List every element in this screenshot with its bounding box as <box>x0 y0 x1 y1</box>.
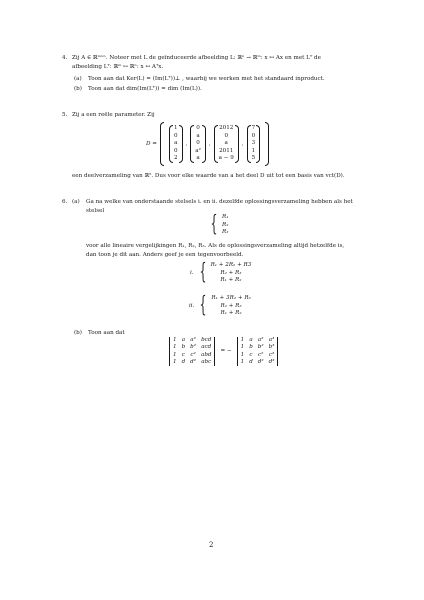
vector-3 <box>214 125 239 163</box>
det-entry: 1 <box>240 337 245 343</box>
system-row: R₂ <box>222 221 229 228</box>
q4-intro-line2: afbeelding Lᵀ: ℝᵐ ↦ ℝⁿ: x ↦ Aᵀx. <box>72 64 164 70</box>
det-entry: c³ <box>268 351 275 358</box>
vector-entry: a <box>224 140 228 147</box>
det-entry: c² <box>258 351 264 358</box>
det-entry: a <box>249 337 253 343</box>
vector-entry: 0 <box>173 132 178 139</box>
vector-entry: 1 <box>251 147 256 154</box>
system-brace: { <box>199 260 207 286</box>
system-row: R₂ + R₃ <box>220 269 242 276</box>
det-entry: 1 <box>240 358 245 365</box>
det-entry: b² <box>190 344 196 351</box>
system-ii <box>189 295 251 318</box>
det-entry: b <box>181 344 186 351</box>
det-left-matrix <box>173 337 211 366</box>
vector-entry: a <box>196 132 200 139</box>
q5-set-name: D = <box>146 140 157 147</box>
q5-number: 5. <box>62 112 68 118</box>
q4-number: 4. <box>62 55 68 61</box>
q4a-label: (a) <box>74 76 82 82</box>
det-entry: 1 <box>173 358 177 365</box>
vector-entry: 2 <box>173 155 178 162</box>
q6a-mid-line2: dan toon je dit aan. Anders geef je een tegenvoorbeeld. <box>86 252 244 258</box>
system-row: R₁ <box>222 214 229 220</box>
q4b-label: (b) <box>74 86 82 92</box>
det-entry: abc <box>201 358 212 365</box>
det-entry: c² <box>190 351 196 358</box>
vector-entry: 3 <box>251 140 256 147</box>
system-row: R₁ + 3R₂ + R₃ <box>211 295 251 301</box>
comma: , <box>208 140 211 147</box>
det-right-matrix <box>241 337 275 366</box>
q6a-line2: stelsel <box>86 208 105 214</box>
vector-entry: a <box>196 155 200 162</box>
det-entry: a³ <box>268 337 275 343</box>
det-entry: 1 <box>173 344 177 351</box>
det-entry: a² <box>190 337 196 343</box>
vector-entry: 1 <box>173 125 178 132</box>
system-brace: { <box>210 212 218 238</box>
vector-entry: 7 <box>251 125 256 132</box>
q5-set-D <box>146 122 269 166</box>
system-row: R₁ + R₂ <box>220 310 242 317</box>
system-row: R₃ <box>222 229 229 236</box>
system-row: R₂ + R₃ <box>220 302 242 309</box>
det-entry: bcd <box>201 337 212 343</box>
det-bar <box>277 337 278 366</box>
det-entry: d <box>249 358 253 365</box>
q4b-text: Toon aan dat dim(Im(Lᵀ)) = dim (Im(L)). <box>88 86 202 92</box>
det-entry: abd <box>200 351 212 358</box>
vector-entry: a − 9 <box>218 155 234 162</box>
vector-entry: 2012 <box>219 125 234 132</box>
q6a-line1: Ga na welke van onderstaande stelsels i. en ii. dezelfde oplossingsverzameling hebben als het <box>86 199 353 205</box>
q4a-text: Toon aan dat Ker(L) = (Im(Lᵀ))⊥ , waarbij we werken met het standaard inproduct. <box>88 76 325 82</box>
vector-4 <box>247 125 261 163</box>
det-entry: a <box>181 337 186 343</box>
system-row: R₁ + R₂ <box>220 277 242 284</box>
comma: , <box>185 140 188 147</box>
vector-entry: 0 <box>196 125 200 132</box>
vector-entry: 0 <box>196 140 200 147</box>
det-entry: 1 <box>173 337 177 343</box>
det-entry: a² <box>257 337 264 343</box>
det-entry: d <box>181 358 186 365</box>
equals-minus: = − <box>220 348 232 355</box>
base-system <box>207 214 228 237</box>
vector-1 <box>169 125 183 163</box>
system-row: R₁ + 2R₂ + R3 <box>210 262 252 268</box>
set-open-brace <box>160 122 164 166</box>
det-entry: 1 <box>240 351 245 358</box>
vector-entry: 2011 <box>219 147 234 154</box>
vector-entry: 0 <box>251 132 256 139</box>
comma: , <box>241 140 244 147</box>
det-entry: b³ <box>268 344 275 351</box>
q4-intro-line1: Zij A ∈ ℝᵐˣⁿ. Noteer met L de geïnduceerde afbeelding L: ℝⁿ → ℝᵐ: x ↦ Ax en met Lᵀ de <box>72 55 321 61</box>
det-entry: 1 <box>240 344 245 351</box>
det-entry: 1 <box>173 351 177 358</box>
det-bar <box>237 337 238 366</box>
det-entry: b² <box>257 344 264 351</box>
page-number: 2 <box>209 541 214 549</box>
vector-entry: a <box>174 140 178 147</box>
det-entry: d³ <box>268 358 275 365</box>
det-entry: c <box>249 351 253 358</box>
q6b-label: (b) <box>74 330 82 336</box>
system-brace: { <box>199 293 207 319</box>
det-entry: acd <box>201 344 212 351</box>
q6-number: 6. <box>62 199 68 205</box>
system-ii-label: ii. <box>189 303 195 310</box>
system-i <box>190 262 251 285</box>
det-entry: d² <box>190 358 196 365</box>
system-i-label: i. <box>190 270 194 277</box>
vector-entry: 0 <box>224 132 228 139</box>
set-close-brace <box>265 122 269 166</box>
q5-intro: Zij a een reële parameter. Zij <box>72 112 155 118</box>
q5-outro: een deelverzameling van ℝ⁵. Dus voor elke waarde van a het deel D uit tot een basis van vct(D). <box>72 173 345 179</box>
vector-entry: 5 <box>251 155 256 162</box>
vector-2 <box>190 125 206 163</box>
q6a-mid-line1: voor alle lineaire vergelijkingen R₁, R₂, R₃. Als de oplossingsverzameling altijd hetzelfde is, <box>86 243 345 249</box>
determinant-equation <box>166 337 281 366</box>
det-bar <box>169 337 170 366</box>
q6b-text: Toon aan dat <box>88 330 125 336</box>
det-entry: d² <box>257 358 264 365</box>
vector-entry: 0 <box>173 147 178 154</box>
det-entry: b <box>249 344 253 351</box>
q6a-label: (a) <box>72 199 80 205</box>
det-bar <box>214 337 215 366</box>
det-entry: c <box>181 351 185 358</box>
vector-entry: a² <box>195 147 201 154</box>
